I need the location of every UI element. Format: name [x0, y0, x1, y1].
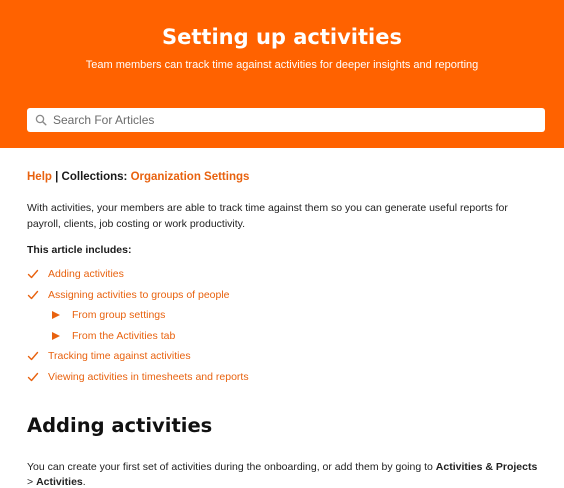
para-end: . [82, 476, 86, 488]
section-paragraph [27, 460, 542, 488]
hero-banner [0, 0, 564, 148]
toc-item[interactable] [27, 264, 542, 285]
toc-subitem-label[interactable]: From the Activities tab [72, 329, 176, 342]
page-title: Setting up activities [162, 25, 402, 49]
toc-subitem[interactable] [27, 305, 542, 326]
check-icon [27, 371, 39, 383]
toc-item-label[interactable]: Assigning activities to groups of people [48, 288, 230, 301]
breadcrumb-collection-link[interactable]: Organization Settings [130, 171, 250, 183]
play-arrow-icon [50, 330, 62, 342]
breadcrumb [27, 171, 542, 183]
breadcrumb-help-link[interactable]: Help [27, 171, 52, 183]
includes-heading: This article includes: [27, 244, 132, 256]
toc-item[interactable] [27, 367, 542, 388]
para-bold-link: Activities & Projects [435, 461, 538, 473]
check-icon [27, 350, 39, 362]
check-icon [27, 289, 39, 301]
breadcrumb-separator: | [55, 171, 59, 183]
toc-subitem-label[interactable]: From group settings [72, 309, 166, 322]
search-placeholder: Search For Articles [53, 113, 155, 127]
page-subtitle: Team members can track time against activities for deeper insights and reporting [85, 59, 479, 71]
breadcrumb-collections-label: Collections: [61, 171, 128, 183]
para-bold-link: Activities [36, 476, 83, 488]
search-input[interactable] [27, 108, 545, 132]
para-separator: > [27, 476, 37, 488]
toc-item-label[interactable]: Adding activities [48, 268, 124, 281]
play-arrow-icon [50, 309, 62, 321]
intro-paragraph: With activities, your members are able to track time against them so you can generate useful reports for payroll, clients, job costing or work productivity. [27, 202, 508, 230]
toc-item[interactable] [27, 285, 542, 306]
search-icon [35, 114, 47, 126]
table-of-contents [27, 264, 542, 387]
article-content [27, 171, 542, 387]
para-text: You can create your first set of activities during the onboarding, or add them by going to [27, 461, 436, 473]
toc-subitem[interactable] [27, 326, 542, 347]
toc-item[interactable] [27, 346, 542, 367]
check-icon [27, 268, 39, 280]
toc-item-label[interactable]: Tracking time against activities [48, 350, 191, 363]
section-heading: Adding activities [27, 414, 213, 437]
toc-item-label[interactable]: Viewing activities in timesheets and reports [48, 370, 249, 383]
